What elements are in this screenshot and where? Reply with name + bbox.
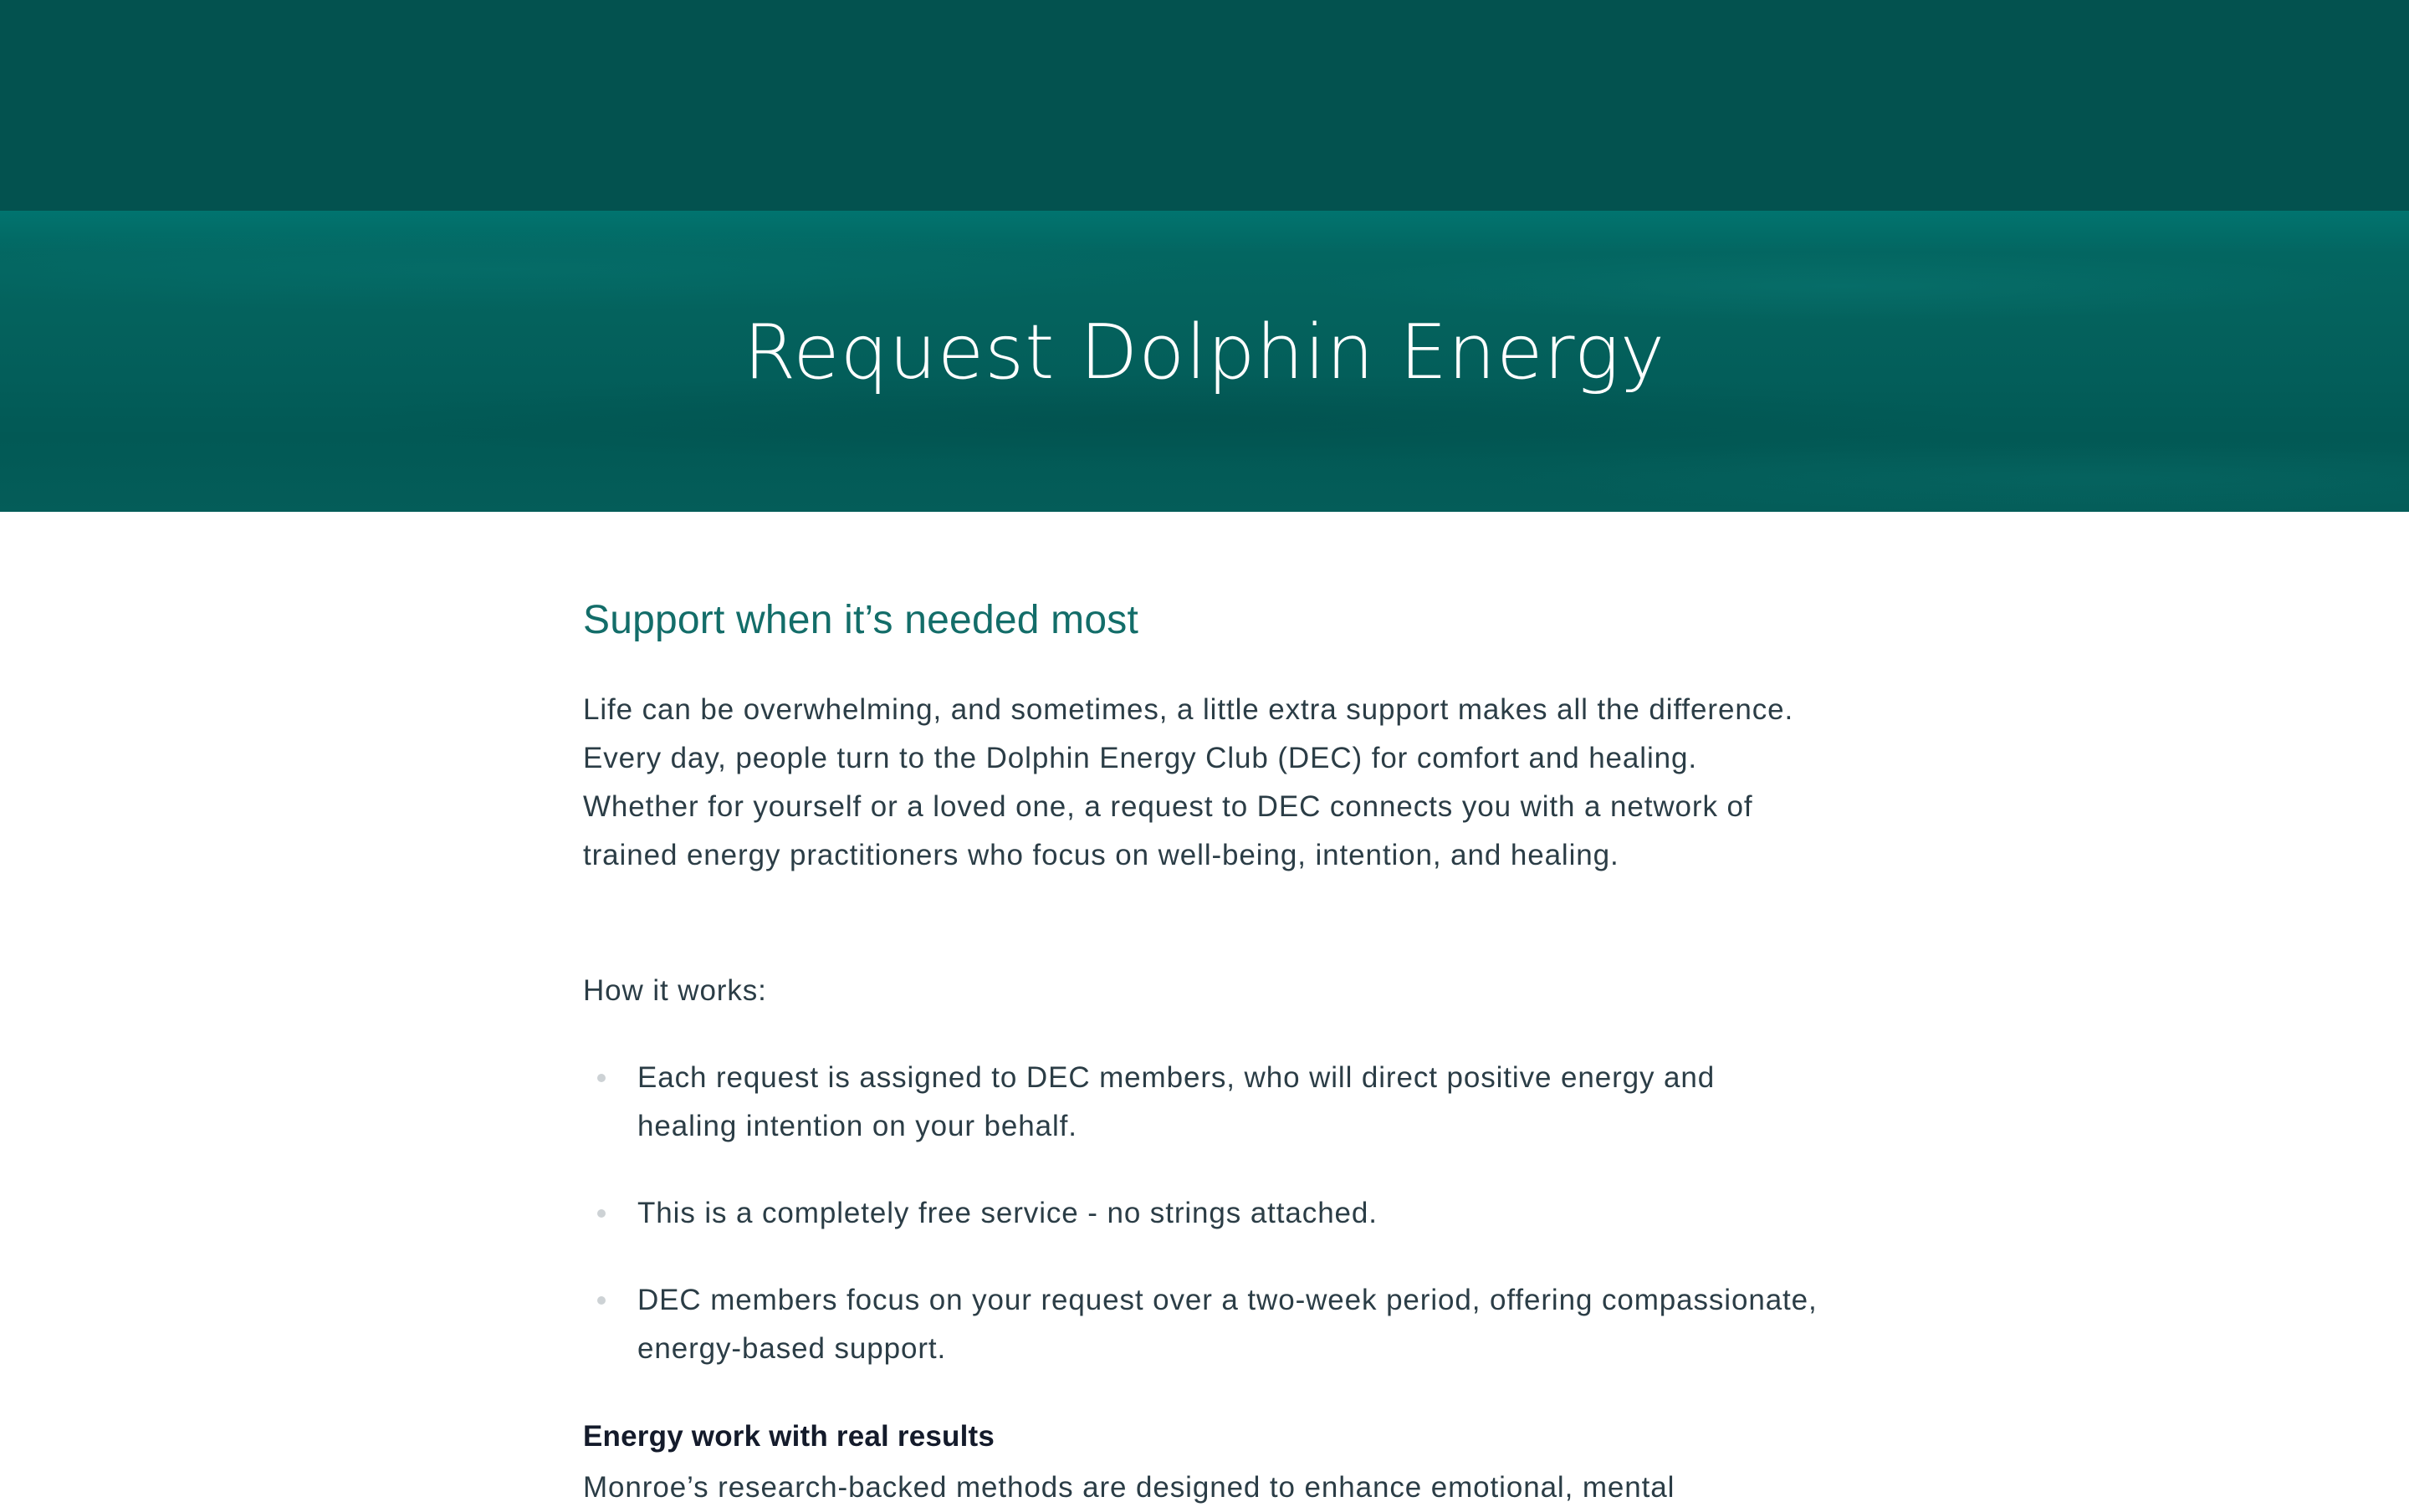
results-heading: Energy work with real results (583, 1420, 995, 1453)
list-item (583, 1054, 1821, 1151)
results-paragraph: Monroe’s research-backed methods are designed to enhance emotional, mental (583, 1471, 1675, 1504)
section-heading: Support when it’s needed most (583, 598, 1138, 642)
intro-paragraph: Life can be overwhelming, and sometimes, a little extra support makes all the difference. Every day, people turn to the Dolphin Energy Club (DEC) for comfort and healing. Whether for yourself or a loved one, a request to DEC connects you with a network of trained energy practitioners who focus on well-being, intention, and healing. (583, 693, 1794, 871)
bullet-icon (597, 1296, 606, 1305)
bullet-icon (597, 1209, 606, 1218)
list-item (583, 1276, 1821, 1373)
top-band (0, 0, 2409, 211)
steps-list (583, 1054, 1821, 1412)
step-text: This is a completely free service - no strings attached. (637, 1197, 1378, 1229)
step-text: DEC members focus on your request over a two-week period, offering compassionate, energy-based support. (637, 1284, 1818, 1365)
hero-banner (0, 211, 2409, 512)
how-it-works-label: How it works: (583, 974, 767, 1007)
bullet-icon (597, 1074, 606, 1082)
page-title: Request Dolphin Energy (743, 309, 1666, 396)
list-item (583, 1189, 1821, 1238)
step-text: Each request is assigned to DEC members, who will direct positive energy and healing intention on your behalf. (637, 1061, 1716, 1142)
